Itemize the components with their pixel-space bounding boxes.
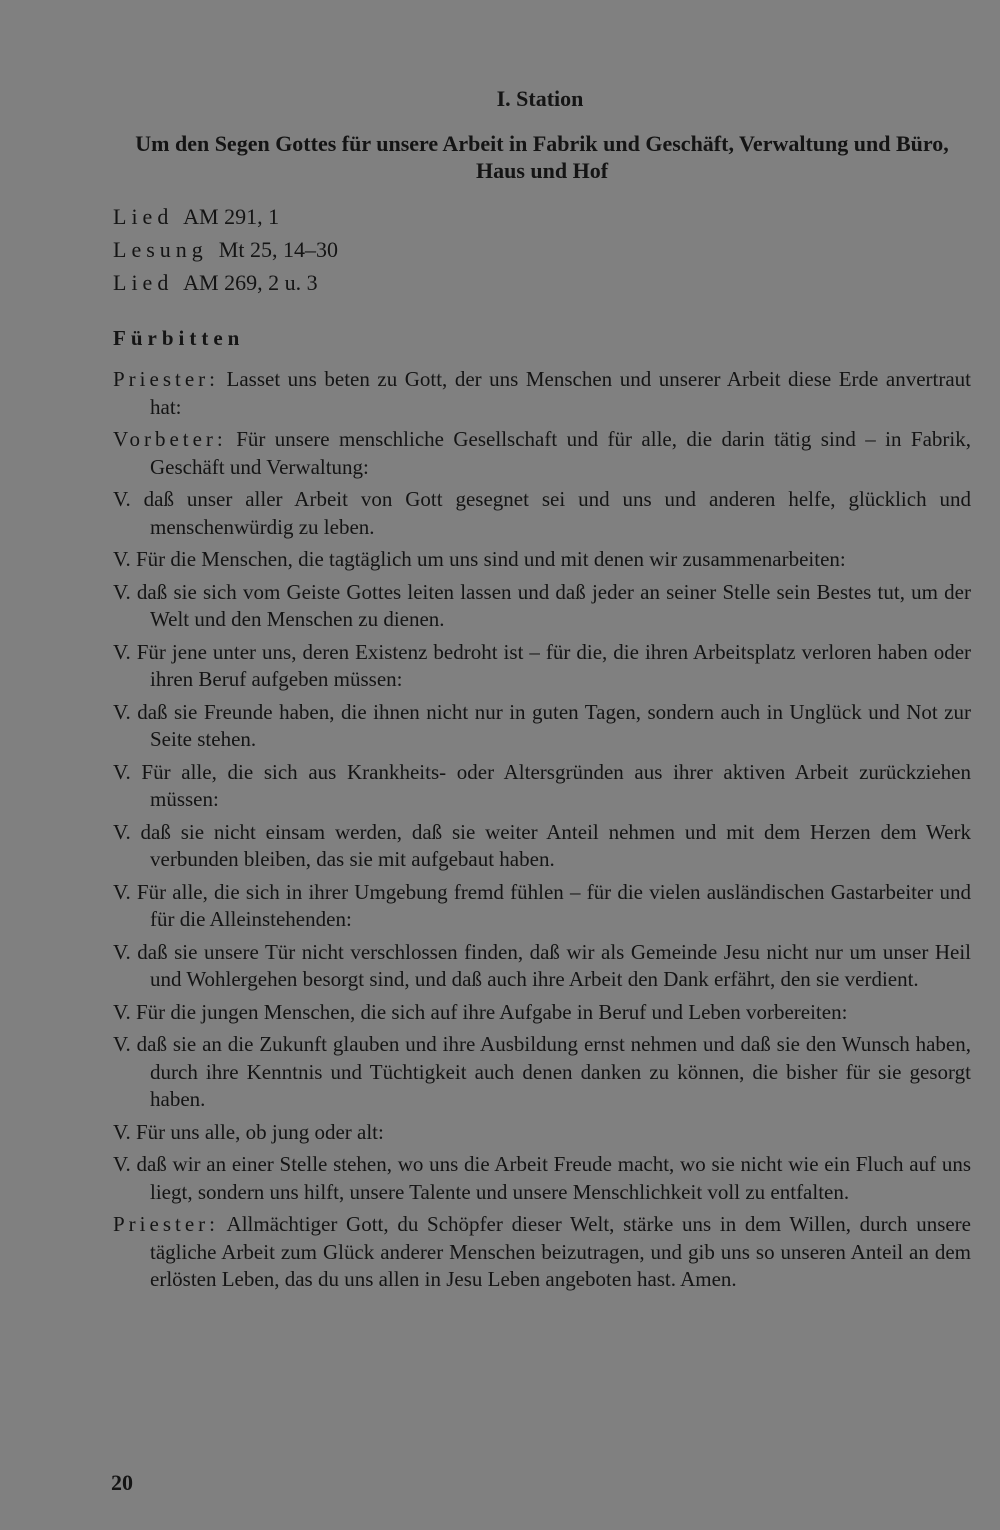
prayer-paragraph bbox=[113, 759, 971, 814]
prayer-text: daß sie an die Zukunft glauben und ihre Ausbildung ernst nehmen und daß sie den Wunsch haben, durch ihre Kenntnis und Tüchtigkeit auch denen danken zu können, die bisher für sie gesorgt haben. bbox=[136, 1032, 971, 1111]
prayer-text: daß sie Freunde haben, die ihnen nicht nur in guten Tagen, sondern auch in Unglück und Not zur Seite stehen. bbox=[137, 699, 972, 751]
speaker-label: V. bbox=[113, 1032, 131, 1056]
prayer-paragraph bbox=[113, 939, 971, 994]
station-subtitle: Um den Segen Gottes für unsere Arbeit in Fabrik und Geschäft, Verwaltung und Büro, Haus und Hof bbox=[135, 131, 949, 183]
prayer-text: Allmächtiger Gott, du Schöpfer dieser Welt, stärke uns in dem Willen, durch unsere tägliche Arbeit zum Glück anderer Menschen beizutragen, und gib uns so unseren Anteil an dem erlösten Leben, das du uns allen in Jesu Leben angeboten hast. Amen. bbox=[150, 1212, 971, 1291]
prayer-paragraph bbox=[113, 1151, 971, 1206]
speaker-label: Priester: bbox=[113, 1212, 219, 1236]
intercessions-body bbox=[113, 366, 971, 1299]
speaker-label: Priester: bbox=[113, 367, 219, 391]
reference-label: Lesung bbox=[113, 237, 208, 262]
reference-label: Lied bbox=[113, 270, 174, 295]
reference-line bbox=[113, 233, 338, 266]
reference-line bbox=[113, 200, 338, 233]
speaker-label: V. bbox=[113, 699, 131, 724]
speaker-label: V. bbox=[113, 639, 131, 664]
prayer-paragraph bbox=[113, 1211, 971, 1294]
speaker-label: V. bbox=[113, 819, 131, 844]
reference-value: AM 291, 1 bbox=[183, 204, 280, 229]
prayer-text: Lasset uns beten zu Gott, der uns Menschen und unserer Arbeit diese Erde anvertraut hat: bbox=[150, 367, 971, 419]
prayer-paragraph bbox=[113, 546, 971, 574]
reference-line bbox=[113, 266, 338, 299]
prayer-paragraph bbox=[113, 699, 971, 754]
speaker-label: V. bbox=[113, 759, 131, 784]
speaker-label: Vorbeter: bbox=[113, 427, 227, 451]
prayer-text: Für die jungen Menschen, die sich auf ihre Aufgabe in Beruf und Leben vorbereiten: bbox=[135, 999, 848, 1024]
prayer-text: Für uns alle, ob jung oder alt: bbox=[135, 1119, 384, 1144]
reference-label: Lied bbox=[113, 204, 174, 229]
prayer-text: Für alle, die sich in ihrer Umgebung fremd fühlen – für die vielen ausländischen Gastarbeiter und für die Alleinstehenden: bbox=[136, 879, 971, 931]
prayer-text: Für jene unter uns, deren Existenz bedroht ist – für die, die ihren Arbeitsplatz verloren haben oder ihren Beruf aufgeben müssen: bbox=[136, 639, 972, 691]
prayer-text: daß unser aller Arbeit von Gott gesegnet sei und uns und anderen helfe, glücklich und menschenwürdig zu leben. bbox=[143, 487, 971, 539]
speaker-label: V. bbox=[113, 547, 131, 571]
reference-value: Mt 25, 14–30 bbox=[218, 237, 338, 262]
prayer-text: Für unsere menschliche Gesellschaft und für alle, die darin tätig sind – in Fabrik, Geschäft und Verwaltung: bbox=[150, 427, 971, 479]
speaker-label: V. bbox=[113, 1152, 131, 1176]
prayer-paragraph bbox=[113, 999, 971, 1027]
speaker-label: V. bbox=[113, 487, 131, 511]
speaker-label: V. bbox=[113, 939, 131, 964]
section-title: Fürbitten bbox=[113, 326, 245, 350]
prayer-paragraph bbox=[113, 1119, 971, 1147]
reading-references bbox=[113, 200, 338, 299]
prayer-paragraph bbox=[113, 1031, 971, 1114]
prayer-paragraph bbox=[113, 486, 971, 541]
prayer-paragraph bbox=[113, 366, 971, 421]
prayer-text: Für die Menschen, die tagtäglich um uns sind und mit denen wir zusammenarbeiten: bbox=[135, 547, 846, 571]
prayer-paragraph bbox=[113, 819, 971, 874]
prayer-paragraph bbox=[113, 426, 971, 481]
speaker-label: V. bbox=[113, 1119, 131, 1144]
prayer-text: daß sie unsere Tür nicht verschlossen finden, daß wir als Gemeinde Jesu nicht nur um unser Heil und Wohlergehen besorgt sind, und daß auch ihre Arbeit den Dank erfährt, den sie verdient. bbox=[137, 939, 972, 991]
prayer-text: daß wir an einer Stelle stehen, wo uns die Arbeit Freude macht, wo sie nicht wie ein Fluch auf uns liegt, sondern uns hilft, unsere Talente und unsere Menschlichkeit voll zu entfalten. bbox=[136, 1152, 972, 1204]
speaker-label: V. bbox=[113, 579, 131, 604]
page-number: 20 bbox=[111, 1470, 133, 1495]
prayer-paragraph bbox=[113, 879, 971, 934]
station-title: I. Station bbox=[496, 86, 584, 111]
prayer-text: daß sie nicht einsam werden, daß sie weiter Anteil nehmen und mit dem Herzen dem Werk verbunden bleiben, das sie mit aufgebaut haben. bbox=[140, 819, 972, 871]
prayer-text: Für alle, die sich aus Krankheits- oder Altersgründen aus ihrer aktiven Arbeit zurückziehen müssen: bbox=[141, 759, 971, 811]
prayer-paragraph bbox=[113, 579, 971, 634]
prayer-paragraph bbox=[113, 639, 971, 694]
reference-value: AM 269, 2 u. 3 bbox=[183, 270, 318, 295]
speaker-label: V. bbox=[113, 999, 131, 1024]
speaker-label: V. bbox=[113, 879, 131, 904]
prayer-text: daß sie sich vom Geiste Gottes leiten lassen und daß jeder an seiner Stelle sein Bestes tut, um der Welt und den Menschen zu dienen. bbox=[136, 579, 971, 631]
